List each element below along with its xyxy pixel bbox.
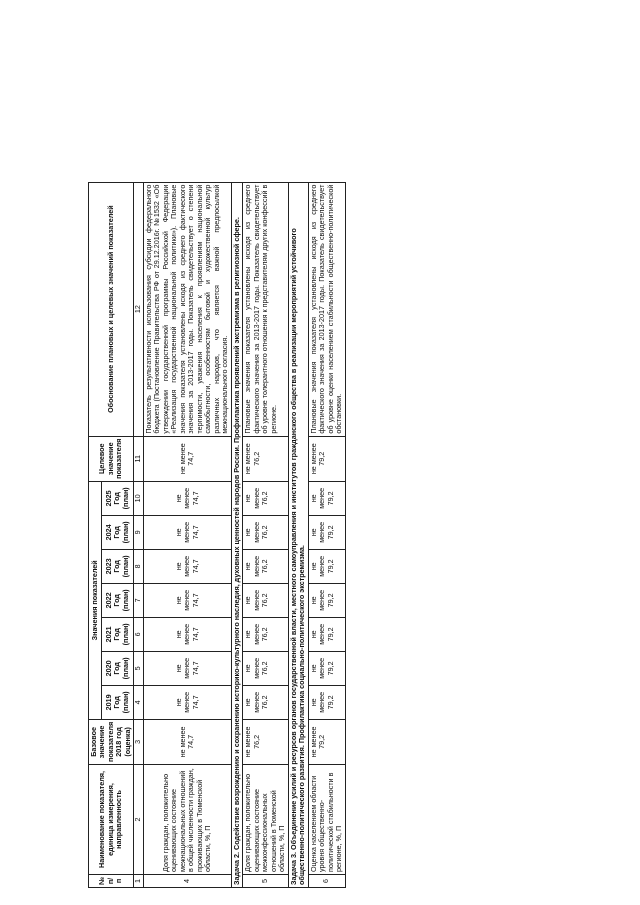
row-number: 5 — [243, 874, 288, 887]
col-index: 12 — [134, 182, 143, 436]
year-value: не менее 74,7 — [143, 617, 231, 651]
task-heading: Задача 3. Объединение усилий и ресурсов органов государственной власти, местного самоуправления и институтов гражданского общества в реализации мероприятий устойчивого общественно-политического развития. Профилактика социально-политического экстремизма. — [288, 182, 308, 887]
year-value: не менее 79,2 — [308, 685, 345, 719]
col-no-header: № п/п — [89, 874, 134, 887]
col-index: 4 — [134, 685, 143, 719]
year-value: не менее 79,2 — [308, 481, 345, 515]
year-value: не менее 74,7 — [143, 583, 231, 617]
year-value: не менее 74,7 — [143, 651, 231, 685]
year-value: не менее 79,2 — [308, 515, 345, 549]
year-value: не менее 79,2 — [308, 617, 345, 651]
year-value: не менее 76,2 — [243, 515, 288, 549]
year-value: не менее 76,2 — [243, 685, 288, 719]
col-index: 5 — [134, 651, 143, 685]
col-index: 7 — [134, 583, 143, 617]
year-value: не менее 74,7 — [143, 685, 231, 719]
col-name-header: Наименование показателя, единица измерения, направленность — [89, 764, 134, 874]
year-header: 2023 Год (план) — [102, 549, 134, 583]
col-index: 6 — [134, 617, 143, 651]
task-row — [288, 182, 308, 887]
year-value: не менее 79,2 — [308, 549, 345, 583]
year-value: не менее 79,2 — [308, 583, 345, 617]
table-row — [243, 182, 288, 887]
year-value: не менее 79,2 — [308, 651, 345, 685]
col-index: 10 — [134, 481, 143, 515]
year-header: 2020 Год (план) — [102, 651, 134, 685]
indicators-table — [88, 182, 346, 888]
col-index: 11 — [134, 436, 143, 481]
year-header: 2024 Год (план) — [102, 515, 134, 549]
year-value: не менее 76,2 — [243, 651, 288, 685]
year-header: 2025 Год (план) — [102, 481, 134, 515]
col-target-header: Целевое значение показателя — [89, 436, 134, 481]
table-row — [308, 182, 345, 887]
indicator-name: Доля граждан, положительно оценивающих состояние межнациональных отношений в общей численности граждан, проживающих в Тюменской области, %, П — [143, 764, 231, 874]
year-value: не менее 74,7 — [143, 549, 231, 583]
column-index-row — [134, 182, 143, 887]
task-row — [231, 182, 242, 887]
year-value: не менее 76,2 — [243, 481, 288, 515]
reason-text: Показатель результативности использования субсидии федерального бюджета (Постановление Правительства РФ от 29.12.2016г. №1532 «Об утверждении государственной программы Российской Федерации «Реализация государственной национальной политики»). Плановые значения показателя установлены исходя из среднего фактического значения за 2013-2017 годы. Показатель свидетельствует о степени терпимости, уважения населения к проявлениям национальной самобытности, особенностям бытовой и художественной культур различных народов, что является важной предпосылкой межнационального согласия. — [143, 182, 231, 436]
col-index: 8 — [134, 549, 143, 583]
col-index: 9 — [134, 515, 143, 549]
col-index: 3 — [134, 719, 143, 764]
col-reason-header: Обоснование плановых и целевых значений показателей — [89, 182, 134, 436]
indicator-name: Доля граждан, положительно оценивающих состояние межконфессиональных отношений в Тюменской области, %, П — [243, 764, 288, 874]
task-heading: Задача 2. Содействие возрождению и сохранению историко-культурного наследия, духовных ценностей народов России. Профилактика проявлений экстремизма в религиозной сфере. — [231, 182, 242, 887]
col-index: 2 — [134, 764, 143, 874]
year-header: 2022 Год (план) — [102, 583, 134, 617]
col-base-header: Базовое значение показателя 2018 год (оценка) — [89, 719, 134, 764]
year-header: 2019 Год (план) — [102, 685, 134, 719]
header-row-1 — [89, 182, 102, 887]
target-value: не менее 74,7 — [143, 436, 231, 481]
row-number: 6 — [308, 874, 345, 887]
year-value: не менее 76,2 — [243, 617, 288, 651]
indicator-name: Оценка населением области уровня общественно-политической стабильности в регионе, %, П — [308, 764, 345, 874]
base-value: не менее 79,2 — [308, 719, 345, 764]
year-value: не менее 76,2 — [243, 583, 288, 617]
year-value: не менее 74,7 — [143, 481, 231, 515]
target-value: не менее 79,2 — [308, 436, 345, 481]
reason-text: Плановые значения показателя установлены исходя из среднего фактического значения за 2013-2017 годы. Показатель свидетельствует об уровне толерантного отношения к представителям других конфессий в регионе. — [243, 182, 288, 436]
table-row — [143, 182, 231, 887]
row-number: 4 — [143, 874, 231, 887]
reason-text: Плановые значения показателя установлены исходя из среднего фактического значения за 2013-2017 годы. Показатель свидетельствует об уровне оценки населением стабильности общественно-политической обстановки. — [308, 182, 345, 436]
target-value: не менее 76,2 — [243, 436, 288, 481]
year-value: не менее 76,2 — [243, 549, 288, 583]
year-header: 2021 Год (план) — [102, 617, 134, 651]
year-value: не менее 74,7 — [143, 515, 231, 549]
base-value: не менее 74,7 — [143, 719, 231, 764]
col-index: 1 — [134, 874, 143, 887]
col-values-header: Значения показателей — [89, 481, 102, 719]
base-value: не менее 76,2 — [243, 719, 288, 764]
